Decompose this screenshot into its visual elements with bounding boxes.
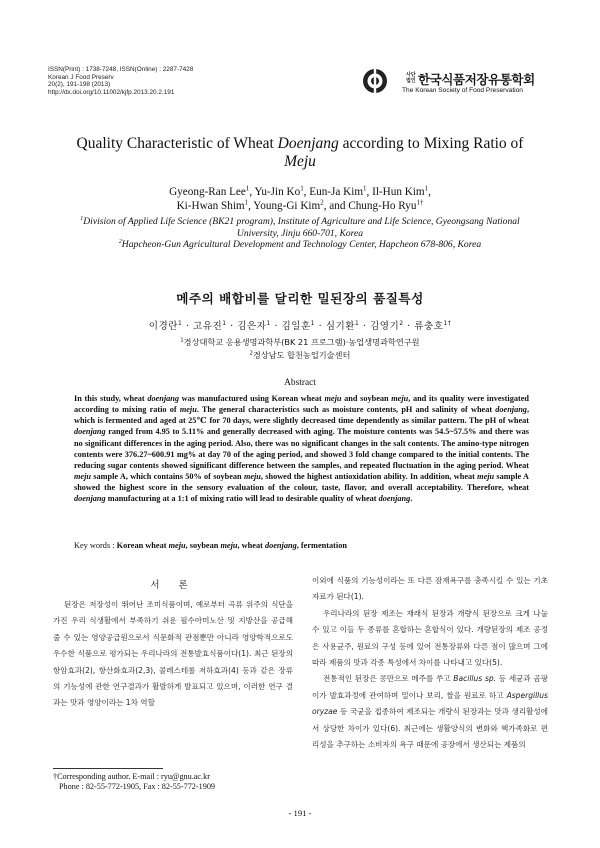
author-name-ko: 이경란 bbox=[148, 321, 179, 332]
author-separator: , bbox=[366, 186, 373, 198]
author-name: Chung-Ho Ryu bbox=[348, 200, 417, 212]
author-list-en bbox=[60, 185, 540, 213]
affil-mark: 2 bbox=[249, 349, 253, 356]
society-logo-icon bbox=[362, 68, 388, 94]
affil-mark: 1 bbox=[180, 337, 184, 344]
abstract-run: doenjang bbox=[74, 494, 106, 504]
abstract-run: , and its quality were investigated according to mixing ratio of bbox=[74, 394, 529, 415]
abstract-run: sample A, which contains 50% of soybean bbox=[90, 472, 244, 482]
abstract-run: . The general characteristics such as moisture contents, pH and salinity of wheat bbox=[196, 405, 496, 415]
affiliations-ko bbox=[60, 336, 540, 361]
author-separator: · bbox=[270, 321, 282, 332]
author-name: Young-Gi Kim bbox=[253, 200, 321, 212]
body-column-left bbox=[53, 597, 293, 712]
abstract-run: doenjang bbox=[147, 394, 179, 403]
author-affil-mark: 1 bbox=[363, 184, 367, 193]
author-affil-mark: 1 bbox=[424, 184, 429, 193]
author-separator: · bbox=[315, 321, 326, 332]
author-name: Yu-Jin Ko bbox=[254, 186, 301, 198]
author-affil-mark: 1† bbox=[416, 198, 424, 207]
abstract-run: , showed the highest antioxidation ability. In addition, wheat bbox=[260, 472, 478, 482]
abstract-body bbox=[74, 393, 529, 505]
abstract-run: and soybean bbox=[341, 394, 392, 403]
keyword-run: doenjang bbox=[264, 541, 297, 550]
author-name: Ki-Hwan Shim bbox=[176, 200, 245, 212]
author-separator: · bbox=[226, 321, 238, 332]
affil-mark: 2 bbox=[118, 238, 122, 245]
author-separator: , bbox=[303, 186, 310, 198]
corresponding-author-footnote bbox=[53, 772, 303, 793]
abstract-run: meju bbox=[477, 472, 495, 482]
keyword-run: Korean wheat bbox=[116, 541, 169, 550]
author-affil-mark: 1 bbox=[355, 319, 360, 327]
abstract-heading: Abstract bbox=[284, 378, 316, 388]
author-name: Gyeong-Ran Lee bbox=[169, 186, 246, 198]
affiliation-text: 경상대학교 응용생명과학부(BK 21 프로그램)·농업생명과학연구원 bbox=[183, 337, 420, 347]
abstract-run: meju bbox=[324, 394, 342, 403]
author-affil-mark: 2 bbox=[320, 198, 324, 207]
author-affil-mark: 1 bbox=[266, 319, 271, 327]
affiliation-text: Hapcheon-Gun Agricultural Development and Technology Center, Hapcheon 678-806, Korea bbox=[121, 239, 482, 250]
abstract-run: , which is fermented and aged at 25℃ for 70 days, were slightly decreased time dependently as similar pattern. The pH of wheat bbox=[74, 405, 529, 426]
doi-link[interactable]: http://dx.doi.org/10.11002/kjfp.2013.20.2.191 bbox=[48, 88, 175, 96]
volume-line: 20(2), 191-198 (2013) bbox=[48, 81, 111, 89]
keyword-run: , fermentation bbox=[296, 541, 347, 550]
author-separator: · bbox=[403, 321, 415, 332]
paragraph-run: 전통적인 된장은 콩만으로 메주를 쑤고 bbox=[323, 674, 454, 684]
author-affil-mark: 1 bbox=[222, 319, 227, 327]
paragraph bbox=[53, 597, 293, 712]
author-affil-mark: 1 bbox=[245, 184, 250, 193]
society-name-ko: 한국식품저장유통학회 bbox=[418, 72, 535, 87]
author-affil-mark: 1 bbox=[310, 319, 316, 327]
paragraph-run: 이외에 식품의 기능성이라는 또 다른 잠재욕구를 충족시킬 수 있는 기초 자료가 된다(1). bbox=[312, 576, 548, 602]
author-name: Il-Hun Kim bbox=[372, 186, 425, 198]
author-affil-mark: 1† bbox=[443, 319, 452, 327]
paragraph bbox=[312, 671, 548, 753]
author-separator: · bbox=[359, 321, 370, 332]
affiliation-ko bbox=[60, 349, 540, 362]
abstract-run: sample A showed the highest score in the sensory evaluation of the colour, taste, flavor, and overall acceptability. Therefore, wheat bbox=[74, 472, 529, 493]
footnote-email: †Corresponding author. E-mail : ryu@gnu.ac.kr bbox=[53, 772, 210, 781]
author-affil-mark: 1 bbox=[178, 319, 183, 327]
abstract-run: meju bbox=[243, 472, 261, 482]
affiliations-en bbox=[60, 216, 540, 251]
author-name: Eun-Ja Kim bbox=[309, 186, 364, 198]
affiliation-text: 경상남도 합천농업기술센터 bbox=[252, 349, 351, 360]
author-name-ko: 고유진 bbox=[192, 321, 223, 332]
footnote-phone: Phone : 82-55-772-1905, Fax : 82-55-772-1909 bbox=[59, 782, 216, 792]
author-name-ko: 김영기 bbox=[369, 321, 400, 332]
page-number: - 191 - bbox=[288, 808, 312, 818]
abstract-run: manufacturing at a 1:1 of mixing ratio will lead to desirable quality of wheat bbox=[105, 494, 379, 504]
keyword-run: meju bbox=[220, 541, 238, 550]
affiliation-en bbox=[60, 239, 540, 251]
paragraph bbox=[312, 606, 548, 672]
keyword-run: , soybean bbox=[185, 541, 221, 550]
keywords bbox=[74, 541, 534, 550]
journal-meta bbox=[48, 66, 308, 96]
abstract-run: In this study, wheat bbox=[74, 394, 148, 403]
abstract-run: doenjang bbox=[495, 405, 527, 415]
abstract-run: doenjang bbox=[74, 427, 106, 437]
society-header bbox=[362, 66, 562, 96]
abstract-run: meju bbox=[391, 394, 409, 403]
author-affil-mark: 1 bbox=[300, 184, 304, 193]
author-name-ko: 김은자 bbox=[237, 321, 267, 332]
keyword-run: meju bbox=[168, 541, 186, 550]
author-separator: , and bbox=[323, 200, 349, 212]
paper-title-en: Quality Characteristic of Wheat Doenjang according to Mixing Ratio of Meju bbox=[76, 135, 524, 170]
author-affil-mark: 1 bbox=[244, 198, 249, 207]
body-column-right bbox=[312, 573, 548, 753]
author-separator: , bbox=[248, 200, 254, 212]
issn-line: ISSN(Print) : 1738-7248, ISSN(Online) : 2287-7428 bbox=[48, 66, 194, 73]
section-heading-introduction: 서 론 bbox=[150, 580, 196, 591]
keyword-run: , wheat bbox=[237, 541, 265, 550]
affil-mark: 1 bbox=[80, 215, 84, 222]
author-name-ko: 류충호 bbox=[414, 321, 444, 332]
paragraph-run: 우리나라의 된장 제조는 재래식 된장과 개량식 된장으로 크게 나눌 수 있고 이들 두 종류를 혼합하는 혼합식이 있다. 개량된장의 제조 공정은 사용균주, 원료의 구성 등에 있어 전통장류와 다른 점이 많으며 그에 따라 제품의 맛과 각종 특성에서 차이를 나타내고 있다(5). bbox=[312, 608, 548, 668]
author-list-ko bbox=[60, 318, 540, 332]
paragraph-run: Aspergillus oryzae bbox=[312, 690, 548, 717]
author-affil-mark: 2 bbox=[399, 319, 404, 327]
paragraph-run: 등 국균을 접종하여 제조되는 개량식 된장과는 맛과 생리활성에서 상당한 차이가 있다(6). 최근에는 생활양식의 변화와 핵가족화로 편리성을 추구하는 소비자의 욕구 때문에 공장에서 생산되는 제품의 bbox=[312, 707, 548, 750]
affiliation-text: Division of Applied Life Science (BK21 program), Institute of Agriculture and Life Science, Gyeongsang National University, Jinju 660-701, Korea bbox=[83, 216, 520, 239]
author-separator: , bbox=[249, 186, 255, 198]
society-name-en: The Korean Society of Food Preservation bbox=[402, 87, 523, 94]
paragraph-run: Bacillus sp. bbox=[453, 674, 497, 684]
keywords-label: Key words : bbox=[74, 541, 117, 550]
footnote-divider bbox=[53, 768, 163, 769]
affiliation-ko bbox=[60, 336, 540, 349]
paragraph-run: 된장은 저장성이 뛰어난 조미식품이며, 예로부터 곡류 위주의 식단을 가진 우리 식생활에서 부족하기 쉬운 필수아미노산 및 지방산을 공급해 줄 수 있는 영양공급원으로서 식문화적 관점뿐만 아니라 영양학적으로도 우수한 식품으로 평가되는 우리나라의 전통발효식품이다(1). 최근 된장의 항암효과(2), 항산화효과(2,3), 콜레스테롤 저하효과(4) 등과 같은 장류의 기능성에 관한 연구결과가 활발하게 발표되고 있으며, 이러한 연구 결과는 맛과 영양이라는 1차 역할 bbox=[53, 600, 293, 708]
abstract-run: . bbox=[410, 494, 413, 504]
author-name-ko: 심기환 bbox=[325, 321, 356, 332]
keywords-list bbox=[117, 541, 347, 550]
abstract-run: doenjang bbox=[378, 494, 411, 504]
author-separator: , bbox=[428, 186, 431, 198]
abstract-run: was manufactured using Korean wheat bbox=[178, 394, 325, 403]
abstract-run: meju bbox=[179, 405, 197, 415]
journal-abbrev: Korean J Food Preserv bbox=[48, 73, 114, 81]
author-separator: · bbox=[182, 321, 193, 332]
author-name-ko: 김일훈 bbox=[281, 321, 311, 332]
abstract-run: meju bbox=[74, 472, 91, 482]
abstract-run: ranged from 4.95 to 5.11% and generally decreased with aging. The moisture contents was 54.5~57.5% and there was no significant differences in the aging period. Also, there was no significant changes in the salt contents. The amino-type nitrogen contents were 376.27~600.91 mg% at day 70 of the aging period, and showed 3 fold change compared to the initial contents. The reducing sugar contents showed significant difference between the samples, and repeated fluctuation in the aging period. Wheat bbox=[74, 427, 529, 470]
paragraph-run: 등 세균과 곰팡이가 발효과정에 관여하며 밀이나 보리, 쌀을 원료로 하고 bbox=[312, 674, 548, 700]
paper-title-ko: 메주의 배합비를 달리한 밀된장의 품질특성 bbox=[176, 291, 424, 306]
paragraph bbox=[312, 573, 548, 606]
affiliation-en bbox=[60, 216, 540, 239]
society-prefix: 사단 법인 bbox=[406, 72, 416, 84]
